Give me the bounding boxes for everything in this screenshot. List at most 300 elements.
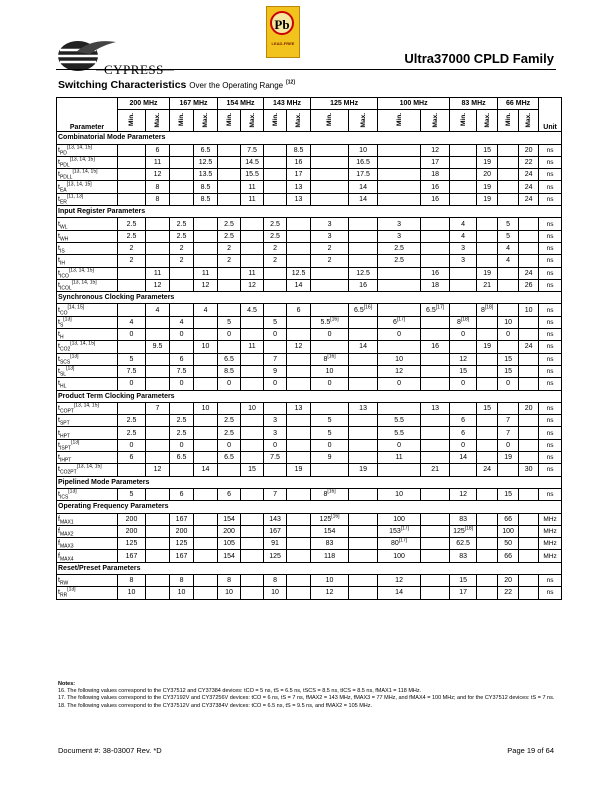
parameter-subscript: ISPT	[59, 445, 72, 452]
value-cell: 9.5	[146, 341, 170, 353]
value-cell: 0	[264, 329, 287, 341]
value-cell: 6	[450, 415, 477, 427]
value-cell	[241, 513, 264, 525]
value-cell: 5	[498, 230, 519, 242]
value-cell	[241, 525, 264, 537]
min-label: Min.	[225, 113, 233, 127]
value-cell: 16	[349, 279, 378, 291]
value-cell	[421, 452, 450, 464]
value-cell	[349, 538, 378, 550]
value-cell: 7.5	[264, 452, 287, 464]
table-row	[57, 538, 562, 550]
section-title: Product Term Clocking Parameters	[57, 390, 562, 402]
product-family-title: Ultra37000 CPLD Family	[404, 51, 554, 66]
value-cell: 11	[241, 181, 264, 193]
max-label: Max.	[525, 112, 533, 128]
value-cell	[477, 218, 498, 230]
value-cell	[218, 193, 241, 205]
value-cell: 0	[450, 378, 477, 390]
value-cell	[264, 464, 287, 476]
value-cell: 15	[450, 574, 477, 586]
value-cell	[218, 169, 241, 181]
value-cell	[421, 365, 450, 377]
value-cell	[287, 538, 311, 550]
value-cell	[241, 378, 264, 390]
value-cell: 3	[378, 230, 421, 242]
value-cell: 5	[311, 427, 349, 439]
parameter-subscript: ICOL	[59, 285, 72, 292]
value-cell	[118, 464, 146, 476]
value-cell	[170, 464, 194, 476]
parameter-cell: $t_{PDL}[13, 14, 15]$	[57, 156, 118, 168]
value-cell: 2.5	[118, 218, 146, 230]
value-cell: 100	[378, 513, 421, 525]
value-cell: 100	[498, 525, 519, 537]
value-cell: 66	[498, 513, 519, 525]
value-cell: 12	[146, 464, 170, 476]
value-cell	[287, 513, 311, 525]
table-row	[57, 452, 562, 464]
value-cell	[194, 452, 218, 464]
value-cell	[194, 525, 218, 537]
title-ref: [12]	[286, 79, 295, 86]
value-cell	[477, 574, 498, 586]
unit-cell: ns	[539, 193, 562, 205]
parameter-cell: $t_{SCS}[13]$	[57, 353, 118, 365]
value-cell: 19	[349, 464, 378, 476]
min-label: Min.	[128, 113, 135, 127]
value-cell	[146, 538, 170, 550]
parameter-subscript: COPT	[59, 408, 74, 415]
value-cell	[287, 365, 311, 377]
value-cell: 200	[118, 513, 146, 525]
parameter-cell: $t_{HL}$	[57, 378, 118, 390]
value-cell	[477, 255, 498, 267]
value-cell	[146, 329, 170, 341]
value-cell: 10	[378, 488, 421, 500]
value-cell	[287, 329, 311, 341]
value-cell	[519, 550, 539, 562]
value-cell	[241, 218, 264, 230]
value-cell: 4	[498, 255, 519, 267]
value-cell: 50	[498, 538, 519, 550]
value-cell	[477, 452, 498, 464]
page-number: Page 19 of 64	[507, 746, 554, 755]
value-cell	[118, 279, 146, 291]
value-cell	[264, 279, 287, 291]
value-cell	[349, 329, 378, 341]
value-cell	[241, 452, 264, 464]
value-cell	[421, 574, 450, 586]
value-cell	[146, 488, 170, 500]
value-cell: 167	[170, 513, 194, 525]
value-cell	[421, 538, 450, 550]
header-rule	[56, 69, 556, 70]
value-cell: 10	[218, 587, 241, 599]
value-cell: 12	[241, 279, 264, 291]
min-header	[378, 110, 421, 132]
value-cell: 7	[498, 415, 519, 427]
value-cell	[287, 415, 311, 427]
parameter-cell: $t_{CO}[14, 15]$	[57, 304, 118, 316]
value-cell	[378, 169, 421, 181]
max-header	[519, 110, 539, 132]
parameter-subscript: S	[59, 322, 64, 329]
value-cell: 14	[349, 341, 378, 353]
value-cell	[311, 464, 349, 476]
min-label: Min.	[504, 113, 512, 127]
value-cell	[519, 488, 539, 500]
table-row	[57, 427, 562, 439]
value-cell	[498, 402, 519, 414]
value-cell: 17	[450, 587, 477, 599]
footnote-ref: [16]	[327, 353, 336, 360]
value-cell	[287, 488, 311, 500]
value-cell: 6	[170, 353, 194, 365]
value-cell: 19	[477, 341, 498, 353]
company-name: CYPRESS	[104, 62, 164, 77]
parameter-subscript: PDL	[59, 162, 70, 169]
value-cell: 8	[146, 193, 170, 205]
value-cell	[311, 144, 349, 156]
value-cell: 13.5	[194, 169, 218, 181]
value-cell: 3	[378, 218, 421, 230]
table-row	[57, 255, 562, 267]
value-cell	[170, 341, 194, 353]
unit-cell: ns	[539, 255, 562, 267]
value-cell	[218, 181, 241, 193]
parameter-subscript: RR	[59, 592, 68, 599]
value-cell: 5	[118, 488, 146, 500]
parameter-subscript: WH	[59, 236, 69, 243]
value-cell	[287, 242, 311, 254]
unit-cell: ns	[539, 169, 562, 181]
notes-heading: Notes:	[58, 681, 76, 687]
value-cell: 5.5	[378, 427, 421, 439]
switching-characteristics-table	[56, 97, 562, 600]
parameter-cell: $t_H$	[57, 329, 118, 341]
table-row	[57, 181, 562, 193]
value-cell	[421, 525, 450, 537]
value-cell	[146, 525, 170, 537]
unit-cell: ns	[539, 144, 562, 156]
value-cell	[349, 365, 378, 377]
lead-free-text: LEAD-FREE	[271, 41, 295, 46]
value-cell	[241, 255, 264, 267]
value-cell: 17	[421, 156, 450, 168]
table-row	[57, 353, 562, 365]
value-cell	[311, 193, 349, 205]
value-cell	[378, 402, 421, 414]
value-cell: 2.5	[170, 218, 194, 230]
max-label: Max.	[431, 112, 439, 128]
value-cell	[477, 439, 498, 451]
value-cell	[477, 353, 498, 365]
value-cell	[264, 156, 287, 168]
value-cell	[421, 415, 450, 427]
value-cell: 6.5	[218, 452, 241, 464]
parameter-cell: $t_{PDLL}[13, 14, 15]$	[57, 169, 118, 181]
value-cell: 10	[311, 365, 349, 377]
table-body	[57, 132, 562, 599]
value-cell: 4	[450, 218, 477, 230]
value-cell: 15	[241, 464, 264, 476]
unit-cell: MHz	[539, 550, 562, 562]
parameter-cell: $t_{HPT}$	[57, 427, 118, 439]
value-cell: 3	[450, 255, 477, 267]
value-cell: 14	[287, 279, 311, 291]
value-cell	[194, 439, 218, 451]
section-title: Operating Frequency Parameters	[57, 501, 562, 513]
value-cell: 14	[378, 587, 421, 599]
value-cell: 11	[241, 193, 264, 205]
value-cell	[264, 402, 287, 414]
value-cell	[264, 341, 287, 353]
value-cell: 12	[194, 279, 218, 291]
value-cell: 19	[477, 267, 498, 279]
value-cell	[519, 316, 539, 328]
value-cell	[378, 144, 421, 156]
value-cell: 0	[311, 439, 349, 451]
value-cell: 16	[287, 156, 311, 168]
footnote-ref: [17]	[400, 525, 410, 532]
value-cell	[477, 525, 498, 537]
table-row	[57, 144, 562, 156]
value-cell	[264, 144, 287, 156]
value-cell: 2	[170, 255, 194, 267]
footnote-ref: [13, 14, 15]	[68, 267, 94, 274]
value-cell: 2	[218, 255, 241, 267]
footnote-ref: [18]	[464, 525, 474, 532]
parameter-cell: $t_{COPT}[13, 14, 15]$	[57, 402, 118, 414]
value-cell: 0	[498, 378, 519, 390]
value-cell: 2.5	[378, 242, 421, 254]
value-cell	[146, 365, 170, 377]
parameter-subscript: IHPT	[59, 457, 72, 464]
value-cell: 5	[264, 316, 287, 328]
max-label: Max.	[483, 112, 491, 128]
table-row	[57, 439, 562, 451]
value-cell: 6	[118, 452, 146, 464]
value-cell	[519, 452, 539, 464]
value-cell	[146, 427, 170, 439]
max-label: Max.	[202, 112, 210, 128]
table-row	[57, 378, 562, 390]
value-cell: 6.5[16]	[349, 304, 378, 316]
value-cell: 3	[450, 242, 477, 254]
footnote-ref: [13]	[70, 353, 79, 360]
value-cell: 8	[218, 574, 241, 586]
parameter-cell: $t_{ICS}[13]$	[57, 488, 118, 500]
table-row	[57, 574, 562, 586]
value-cell	[477, 538, 498, 550]
value-cell	[194, 242, 218, 254]
value-cell	[118, 193, 146, 205]
value-cell	[421, 242, 450, 254]
parameter-cell: $f_{MAX2}$	[57, 525, 118, 537]
table-row	[57, 341, 562, 353]
value-cell	[264, 304, 287, 316]
footnote-ref: [17]	[398, 537, 408, 544]
value-cell: 10	[264, 587, 287, 599]
value-cell	[349, 316, 378, 328]
value-cell	[349, 242, 378, 254]
value-cell: 118	[311, 550, 349, 562]
value-cell: 153[17]	[378, 525, 421, 537]
value-cell: 8	[264, 574, 287, 586]
value-cell: 3	[264, 427, 287, 439]
value-cell: 11	[146, 267, 170, 279]
value-cell	[378, 267, 421, 279]
value-cell	[477, 587, 498, 599]
value-cell	[477, 427, 498, 439]
value-cell: 24	[519, 181, 539, 193]
value-cell	[118, 402, 146, 414]
value-cell	[170, 144, 194, 156]
footnote-ref: [18]	[460, 316, 470, 323]
value-cell: 10	[519, 304, 539, 316]
value-cell	[421, 329, 450, 341]
value-cell	[450, 181, 477, 193]
value-cell	[287, 574, 311, 586]
value-cell	[450, 193, 477, 205]
value-cell: 16.5	[349, 156, 378, 168]
unit-cell: ns	[539, 452, 562, 464]
value-cell	[349, 550, 378, 562]
value-cell	[349, 439, 378, 451]
title-sub: Over the Operating Range	[189, 81, 284, 90]
value-cell	[349, 218, 378, 230]
parameter-subscript: RW	[59, 580, 69, 587]
document-number: Document #: 38-03007 Rev. *D	[58, 746, 162, 755]
parameter-subscript: HPT	[59, 432, 70, 439]
value-cell: 2	[264, 255, 287, 267]
value-cell	[519, 378, 539, 390]
value-cell	[218, 279, 241, 291]
section-title: Input Register Parameters	[57, 206, 562, 218]
table-row	[57, 464, 562, 476]
parameter-subscript: PDLL	[59, 174, 73, 181]
unit-cell: ns	[539, 267, 562, 279]
table-row	[57, 279, 562, 291]
value-cell: 24	[519, 341, 539, 353]
value-cell	[146, 255, 170, 267]
value-cell	[118, 169, 146, 181]
value-cell	[287, 439, 311, 451]
value-cell	[421, 513, 450, 525]
min-max-header-row	[57, 110, 562, 132]
value-cell	[218, 267, 241, 279]
value-cell	[194, 329, 218, 341]
value-cell: 14	[349, 181, 378, 193]
value-cell	[519, 574, 539, 586]
value-cell: 30	[519, 464, 539, 476]
parameter-subscript: IS	[59, 248, 65, 255]
value-cell	[498, 169, 519, 181]
value-cell: 8.5	[194, 181, 218, 193]
value-cell	[194, 255, 218, 267]
footnote-ref: [13, 14, 15]	[70, 341, 96, 348]
value-cell: 2.5	[118, 427, 146, 439]
value-cell	[264, 193, 287, 205]
value-cell: 2.5	[170, 427, 194, 439]
value-cell	[311, 181, 349, 193]
min-header	[170, 110, 194, 132]
value-cell: 3	[311, 230, 349, 242]
value-cell	[477, 316, 498, 328]
value-cell	[194, 378, 218, 390]
value-cell: 2.5	[170, 230, 194, 242]
value-cell: 7	[498, 427, 519, 439]
value-cell	[519, 242, 539, 254]
max-header	[477, 110, 498, 132]
value-cell: 0	[450, 329, 477, 341]
value-cell: 8	[118, 574, 146, 586]
footnote-ref: [13]	[67, 587, 76, 594]
value-cell: 167	[170, 550, 194, 562]
value-cell: 24	[477, 464, 498, 476]
value-cell	[477, 550, 498, 562]
value-cell	[146, 415, 170, 427]
value-cell: 20	[519, 402, 539, 414]
value-cell: 8[16]	[311, 353, 349, 365]
value-cell	[146, 513, 170, 525]
unit-cell: ns	[539, 464, 562, 476]
value-cell	[241, 587, 264, 599]
value-cell	[287, 230, 311, 242]
value-cell: 12	[146, 169, 170, 181]
value-cell	[378, 193, 421, 205]
parameter-subscript: MAX1	[59, 519, 74, 526]
value-cell: 18	[421, 279, 450, 291]
parameter-subscript: ICS	[59, 494, 69, 501]
value-cell	[170, 279, 194, 291]
table-row	[57, 513, 562, 525]
unit-cell: ns	[539, 341, 562, 353]
table-row	[57, 550, 562, 562]
unit-cell: MHz	[539, 538, 562, 550]
value-cell: 22	[498, 587, 519, 599]
min-header	[450, 110, 477, 132]
value-cell	[311, 341, 349, 353]
value-cell: 8	[170, 574, 194, 586]
value-cell: 11	[241, 267, 264, 279]
value-cell	[421, 550, 450, 562]
unit-cell: ns	[539, 427, 562, 439]
unit-cell: ns	[539, 439, 562, 451]
value-cell: 83	[311, 538, 349, 550]
value-cell	[421, 378, 450, 390]
value-cell: 11	[378, 452, 421, 464]
value-cell	[421, 230, 450, 242]
value-cell: 0	[378, 439, 421, 451]
parameter-subscript: CO	[59, 309, 68, 316]
value-cell	[218, 402, 241, 414]
value-cell	[349, 255, 378, 267]
value-cell: 10	[378, 353, 421, 365]
value-cell	[378, 156, 421, 168]
value-cell	[241, 230, 264, 242]
value-cell: 125	[170, 538, 194, 550]
value-cell: 19	[477, 156, 498, 168]
value-cell: 5.5	[378, 415, 421, 427]
table-row	[57, 402, 562, 414]
freq-header: 143 MHz	[264, 98, 311, 110]
value-cell	[450, 156, 477, 168]
value-cell: 13	[421, 402, 450, 414]
value-cell: 20	[477, 169, 498, 181]
parameter-cell: $t_{ER}[11, 13]$	[57, 193, 118, 205]
